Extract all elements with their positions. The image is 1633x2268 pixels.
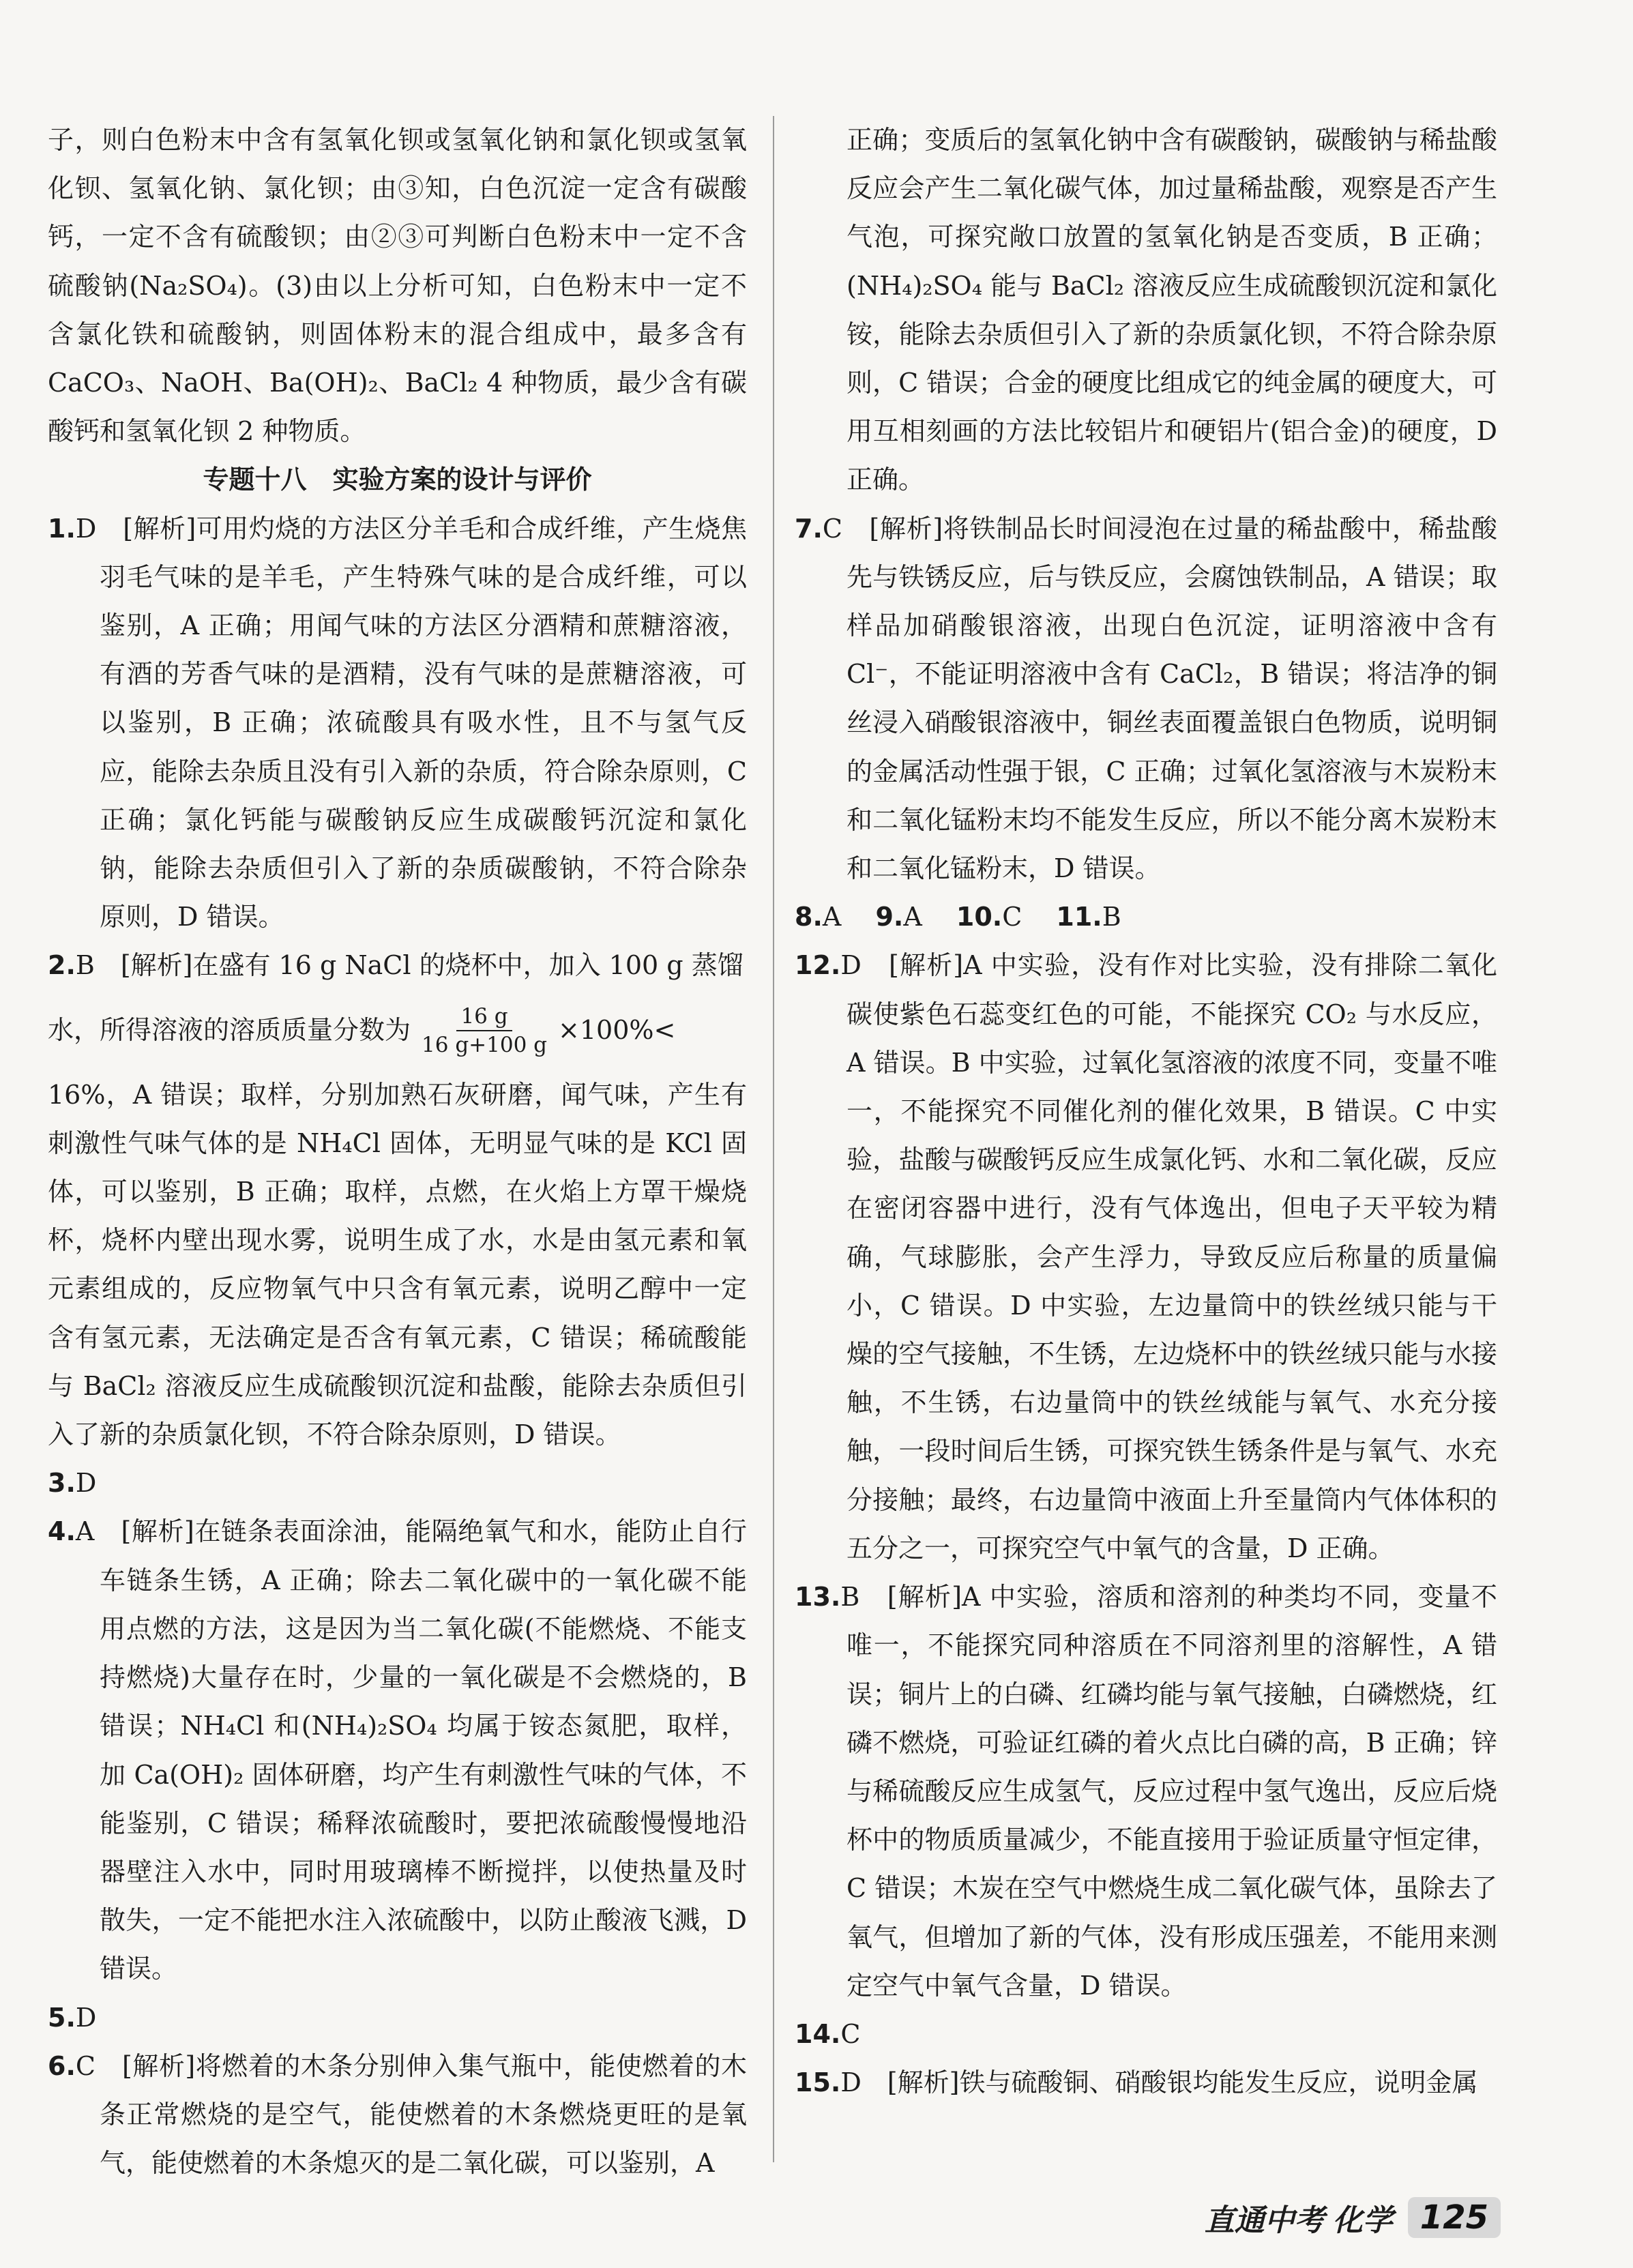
fraction-numerator: 16 g <box>456 1003 512 1031</box>
question-6 <box>48 2042 747 2188</box>
answer-text: C [解析]将铁制品长时间浸泡在过量的稀盐酸中，稀盐酸先与铁锈反应，后与铁反应，会腐蚀铁制品，A 错误；取样品加硝酸银溶液，出现白色沉淀，证明溶液中含有 Cl⁻，不能证明溶液中含有 CaCl₂，B 错误；将洁净的铜丝浸入硝酸银溶液中，铜丝表面覆盖银白色物质，说明铜的金属活动性强于银，C 正确；过氧化氢溶液与木炭粉末和二氧化锰粉末均不能发生反应，所以不能分离木炭粉末和二氧化锰粉末，D 错误。 <box>822 513 1497 884</box>
question-12 <box>795 941 1497 1573</box>
question-number: 5. <box>48 2002 76 2033</box>
answer-text: B [解析]A 中实验，溶质和溶剂的种类均不同，变量不唯一，不能探究同种溶质在不同溶剂里的溶解性，A 错误；铜片上的白磷、红磷均能与氧气接触，白磷燃烧，红磷不燃烧，可验证红磷的着火点比白磷的高，B 正确；锌与稀硫酸反应生成氢气，反应过程中氢气逸出，反应后烧杯中的物质质量减少，不能直接用于验证质量守恒定律，C 错误；木炭在空气中燃烧生成二氧化碳气体，虽除去了氧气，但增加了新的气体，没有形成压强差，不能用来测定空气中氧气含量，D 错误。 <box>840 1582 1497 2001</box>
right-column <box>795 116 1497 2107</box>
question-number: 4. <box>48 1516 76 1547</box>
answer-text: D [解析]可用灼烧的方法区分羊毛和合成纤维，产生烧焦羽毛气味的是羊毛，产生特殊气味的是合成纤维，可以鉴别，A 正确；用闻气味的方法区分酒精和蔗糖溶液，有酒的芳香气味的是酒精，没有气味的是蔗糖溶液，可以鉴别，B 正确；浓硫酸具有吸水性，且不与氢气反应，能除去杂质且没有引入新的杂质，符合除杂原则，C 正确；氯化钙能与碳酸钠反应生成碳酸钙沉淀和氯化钠，能除去杂质但引入了新的杂质碳酸钠，不符合除杂原则，D 错误。 <box>75 513 747 932</box>
answer-text: D [解析]A 中实验，没有作对比实验，没有排除二氧化碳使紫色石蕊变红色的可能，不能探究 CO₂ 与水反应，A 错误。B 中实验，过氧化氢溶液的浓度不同，变量不唯一，不能探究不同催化剂的催化效果，B 错误。C 中实验，盐酸与碳酸钙反应生成氯化钙、水和二氧化碳，反应在密闭容器中进行，没有气体逸出，但电子天平较为精确，气球膨胀，会产生浮力，导致反应后称量的质量偏小，C 错误。D 中实验，左边量筒中的铁丝绒只能与干燥的空气接触，不生锈，左边烧杯中的铁丝绒只能与水接触，不生锈，右边量筒中的铁丝绒能与氧气、水充分接触，一段时间后生锈，可探究铁生锈条件是与氧气、水充分接触；最终，右边量筒中液面上升至量筒内气体体积的五分之一，可探究空气中氧气的含量，D 正确。 <box>840 950 1497 1563</box>
answer-text: A <box>903 902 922 932</box>
answer-text: A <box>822 902 842 932</box>
fraction <box>417 1003 551 1059</box>
question-15 <box>795 2059 1497 2107</box>
question-13 <box>795 1573 1497 2010</box>
fraction-suffix: ×100%< <box>558 1015 676 1046</box>
questions-8-11 <box>795 893 1497 941</box>
fraction-prefix: 水，所得溶液的溶质质量分数为 <box>48 1015 411 1046</box>
question-number: 13. <box>795 1582 841 1612</box>
question-7 <box>795 505 1497 894</box>
left-column <box>48 116 747 2188</box>
answer-text: C [解析]将燃着的木条分别伸入集气瓶中，能使燃着的木条正常燃烧的是空气，能使燃着的木条燃烧更旺的是氧气，能使燃着的木条熄灭的是二氧化碳，可以鉴别，A <box>75 2050 747 2179</box>
answer-text: C <box>1002 902 1023 932</box>
section-title: 专题十八 实验方案的设计与评价 <box>203 465 592 495</box>
question-number: 11. <box>1056 902 1102 932</box>
answer-text: D [解析]铁与硫酸铜、硝酸银均能发生反应，说明金属 <box>840 2067 1478 2098</box>
question-5 <box>48 1994 747 2042</box>
question-6-continued: 正确；变质后的氢氧化钠中含有碳酸钠，碳酸钠与稀盐酸反应会产生二氧化碳气体，加过量稀盐酸，观察是否产生气泡，可探究敞口放置的氢氧化钠是否变质，B 正确；(NH₄)₂SO₄ 能与 BaCl₂ 溶液反应生成硫酸钡沉淀和氯化铵，能除去杂质但引入了新的杂质氯化钡，不符合除杂原则，C 错误；合金的硬度比组成它的纯金属的硬度大，可用互相刻画的方法比较铝片和硬铝片(铝合金)的硬度，D 正确。 <box>847 125 1497 495</box>
column-divider <box>773 116 774 2162</box>
subject-label: 化学 <box>1332 2203 1393 2238</box>
question-number: 3. <box>48 1468 76 1499</box>
question-2-continued: 16%，A 错误；取样，分别加熟石灰研磨，闻气味，产生有刺激性气味气体的是 NH₄Cl 固体，无明显气味的是 KCl 固体，可以鉴别，B 正确；取样，点燃，在火焰上方罩干燥烧杯，烧杯内壁出现水雾，说明生成了水，水是由氢元素和氧元素组成的，反应物氧气中只含有氧元素，说明乙醇中一定含有氢元素，无法确定是否含有氧元素，C 错误；稀硫酸能与 BaCl₂ 溶液反应生成硫酸钡沉淀和盐酸，能除去杂质但引入了新的杂质氯化钡，不符合除杂原则，D 错误。 <box>48 1079 747 1450</box>
question-4 <box>48 1507 747 1993</box>
question-number: 6. <box>48 2050 76 2081</box>
page-number: 125 <box>1408 2197 1501 2238</box>
question-number: 7. <box>795 513 823 544</box>
answer-text: D <box>75 1468 97 1499</box>
book-title: 直通中考 <box>1204 2203 1325 2238</box>
question-number: 1. <box>48 513 76 544</box>
answer-text: B <box>1102 902 1121 932</box>
question-number: 9. <box>875 902 904 932</box>
fraction-denominator: 16 g+100 g <box>422 1032 548 1057</box>
question-3 <box>48 1459 747 1507</box>
question-number: 15. <box>795 2067 841 2098</box>
question-14 <box>795 2010 1497 2059</box>
answer-text: A [解析]在链条表面涂油，能隔绝氧气和水，能防止自行车链条生锈，A 正确；除去二氧化碳中的一氧化碳不能用点燃的方法，这是因为当二氧化碳(不能燃烧、不能支持燃烧)大量存在时，少量的一氧化碳是不会燃烧的，B 错误；NH₄Cl 和(NH₄)₂SO₄ 均属于铵态氮肥，取样，加 Ca(OH)₂ 固体研磨，均产生有刺激性气味的气体，不能鉴别，C 错误；稀释浓硫酸时，要把浓硫酸慢慢地沿器壁注入水中，同时用玻璃棒不断搅拌，以使热量及时散失，一定不能把水注入浓硫酸中，以防止酸液飞溅，D 错误。 <box>75 1516 747 1984</box>
question-number: 2. <box>48 950 76 981</box>
answer-text: C <box>840 2018 861 2049</box>
question-1 <box>48 505 747 942</box>
page-footer <box>1205 2196 1501 2239</box>
intro-paragraph: 子，则白色粉末中含有氢氧化钡或氢氧化钠和氯化钡或氢氧化钡、氢氧化钠、氯化钡；由③知，白色沉淀一定含有碳酸钙，一定不含有硫酸钡；由②③可判断白色粉末中一定不含硫酸钠(Na₂SO₄)。(3)由以上分析可知，白色粉末中一定不含氯化铁和硫酸钠，则固体粉末的混合组成中，最多含有 CaCO₃、NaOH、Ba(OH)₂、BaCl₂ 4 种物质，最少含有碳酸钙和氢氧化钡 2 种物质。 <box>48 125 747 447</box>
fraction-line <box>48 990 747 1071</box>
question-number: 10. <box>956 902 1003 932</box>
question-number: 14. <box>795 2018 841 2049</box>
question-number: 12. <box>795 950 841 981</box>
question-number: 8. <box>795 902 823 932</box>
question-2 <box>48 941 747 990</box>
answer-text: D <box>75 2002 97 2033</box>
answer-text: B [解析]在盛有 16 g NaCl 的烧杯中，加入 100 g 蒸馏 <box>75 950 744 981</box>
